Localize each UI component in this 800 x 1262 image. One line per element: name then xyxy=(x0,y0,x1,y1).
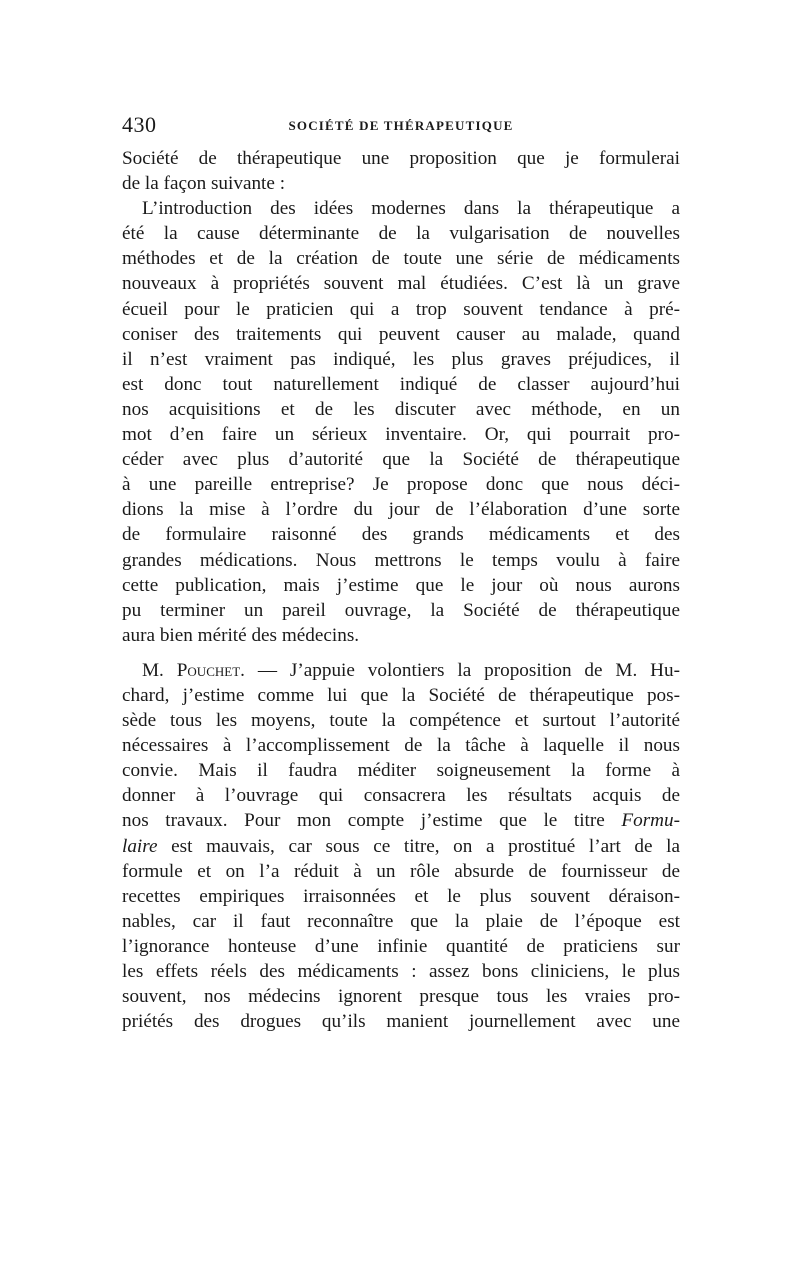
running-title: SOCIÉTÉ DE THÉRAPEUTIQUE xyxy=(288,118,514,133)
text-line: il n’est vraiment pas indiqué, les plus graves préjudices, il xyxy=(122,348,680,370)
page-header xyxy=(122,112,680,146)
text-line: Société de thérapeutique une proposition que je formulerai xyxy=(122,148,680,169)
text-line: recettes empiriques irraisonnées et le plus souvent déraison- xyxy=(122,885,680,907)
text-line: l’ignorance honteuse d’une infinie quantité de praticiens sur xyxy=(122,935,680,957)
text-line: aura bien mérité des médecins. xyxy=(122,624,360,646)
text-fragment: nos travaux. Pour mon compte j’estime que le titre xyxy=(122,810,622,832)
paragraph-3 xyxy=(122,658,680,1034)
text-line: de formulaire raisonné des grands médicaments et des xyxy=(122,524,680,546)
text-fragment: — J’appuie volontiers la proposition de M. Hu- xyxy=(244,659,681,681)
text-line: écueil pour le praticien qui a trop souvent tendance à pré- xyxy=(122,298,680,320)
page-number: 430 xyxy=(122,112,157,137)
text-line: sède tous les moyens, toute la compétence et surtout l’autorité xyxy=(122,710,680,732)
text-line: de la façon suivante : xyxy=(122,173,286,195)
text-line xyxy=(122,658,680,683)
text-line: nouveaux à propriétés souvent mal étudiées. C’est là un grave xyxy=(122,273,680,295)
text-line: L’introduction des idées modernes dans la thérapeutique a xyxy=(142,198,680,220)
text-line xyxy=(122,808,680,833)
text-line: grandes médications. Nous mettrons le temps voulu à faire xyxy=(122,549,680,571)
text-line: priétés des drogues qu’ils manient journellement avec une xyxy=(122,1011,680,1033)
text-line: nables, car il faut reconnaître que la plaie de l’époque est xyxy=(122,910,680,932)
italic-title: Formu- xyxy=(621,810,680,832)
paragraph-gap xyxy=(122,648,680,658)
text-line: est donc tout naturellement indiqué de classer aujourd’hui xyxy=(122,373,680,395)
text-line: céder avec plus d’autorité que la Société de thérapeutique xyxy=(122,449,680,471)
text-line: chard, j’estime comme lui que la Société de thérapeutique pos- xyxy=(122,684,680,706)
text-line: méthodes et de la création de toute une série de médicaments xyxy=(122,248,680,270)
text-line: pu terminer un pareil ouvrage, la Société de thérapeutique xyxy=(122,599,680,621)
text-line: à une pareille entreprise? Je propose donc que nous déci- xyxy=(122,474,680,496)
text-line: dions la mise à l’ordre du jour de l’élaboration d’une sorte xyxy=(122,499,680,521)
text-line: cette publication, mais j’estime que le jour où nous aurons xyxy=(122,574,680,596)
text-line: souvent, nos médecins ignorent presque tous les vraies pro- xyxy=(122,986,680,1008)
italic-title: laire xyxy=(122,835,158,857)
text-line: formule et on l’a réduit à un rôle absurde de fournisseur de xyxy=(122,860,680,882)
text-line: convie. Mais il faudra méditer soigneusement la forme à xyxy=(122,760,680,782)
text-line xyxy=(122,834,680,859)
speaker-name: M. Pouchet. xyxy=(142,659,245,681)
paragraph-2 xyxy=(122,196,680,648)
text-line: nos acquisitions et de les discuter avec méthode, en un xyxy=(122,398,680,420)
text-line: nécessaires à l’accomplissement de la tâche à laquelle il nous xyxy=(122,735,680,757)
text-line: mot d’en faire un sérieux inventaire. Or, qui pourrait pro- xyxy=(122,424,680,446)
book-page xyxy=(122,112,680,1034)
text-line: coniser des traitements qui peuvent causer au malade, quand xyxy=(122,323,680,345)
text-line: donner à l’ouvrage qui consacrera les résultats acquis de xyxy=(122,785,680,807)
text-line: les effets réels des médicaments : assez bons cliniciens, le plus xyxy=(122,961,680,982)
text-line: été la cause déterminante de la vulgarisation de nouvelles xyxy=(122,223,680,245)
paragraph-1 xyxy=(122,146,680,196)
text-fragment: est mauvais, car sous ce titre, on a prostitué l’art de la xyxy=(171,835,681,857)
